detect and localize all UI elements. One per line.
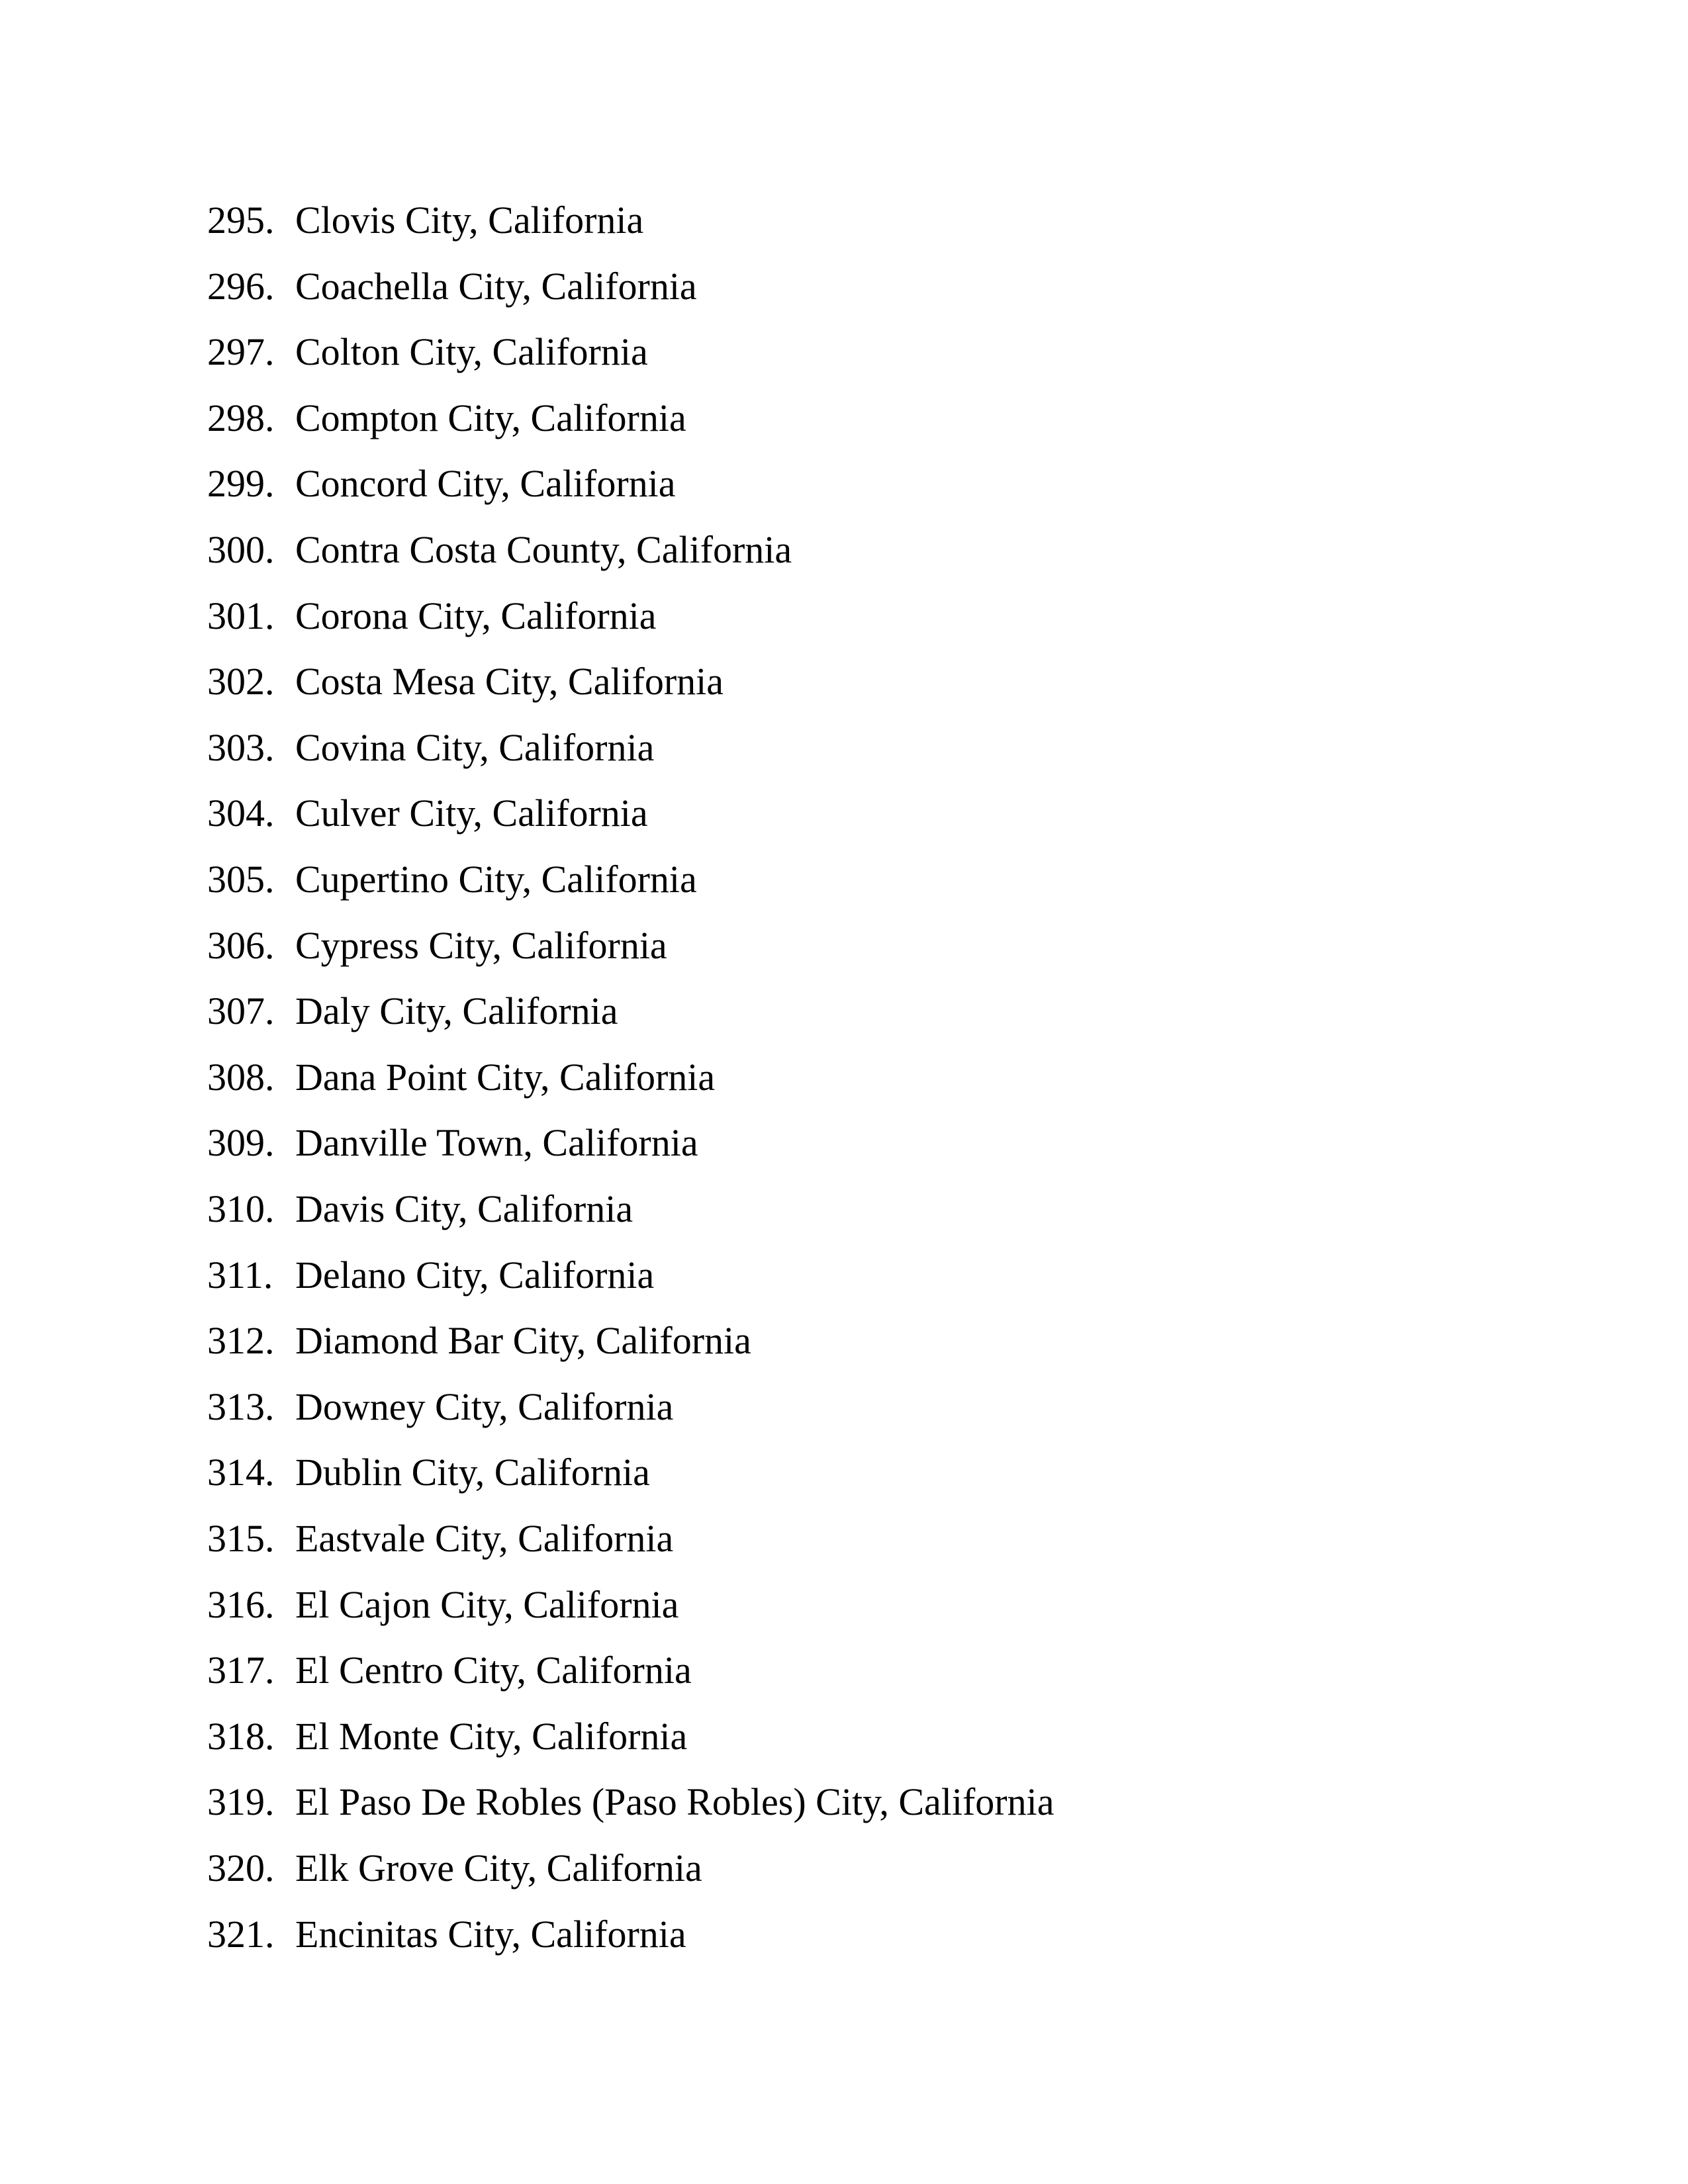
item-text: Encinitas City, California xyxy=(295,1913,686,1956)
list-item xyxy=(0,985,1456,1038)
item-number: 302. xyxy=(207,660,275,703)
list-item xyxy=(0,1249,1456,1302)
item-text: Danville Town, California xyxy=(295,1121,698,1164)
item-number: 306. xyxy=(207,924,275,967)
item-number: 314. xyxy=(207,1451,275,1494)
item-number: 309. xyxy=(207,1121,275,1164)
list-item xyxy=(0,787,1456,840)
item-number: 301. xyxy=(207,594,275,637)
item-number: 298. xyxy=(207,396,275,439)
item-text: Eastvale City, California xyxy=(295,1517,674,1560)
item-text: Covina City, California xyxy=(295,726,655,769)
item-text: Coachella City, California xyxy=(295,265,697,308)
item-number: 304. xyxy=(207,792,275,835)
item-number: 310. xyxy=(207,1187,275,1230)
item-text: Dublin City, California xyxy=(295,1451,650,1494)
item-number: 316. xyxy=(207,1583,275,1626)
item-text: Concord City, California xyxy=(295,462,676,505)
item-number: 299. xyxy=(207,462,275,505)
list-item xyxy=(0,1183,1456,1236)
list-item xyxy=(0,1776,1456,1829)
list-item xyxy=(0,1710,1456,1763)
item-text: Davis City, California xyxy=(295,1187,633,1230)
list-item xyxy=(0,655,1456,708)
item-text: Diamond Bar City, California xyxy=(295,1319,751,1362)
item-number: 295. xyxy=(207,199,275,242)
item-text: Elk Grove City, California xyxy=(295,1846,702,1889)
list-item xyxy=(0,1381,1456,1433)
list-item xyxy=(0,1908,1456,1961)
item-text: Culver City, California xyxy=(295,792,648,835)
item-text: Contra Costa County, California xyxy=(295,528,792,571)
list-item xyxy=(0,1578,1456,1631)
list-item xyxy=(0,1842,1456,1895)
item-number: 308. xyxy=(207,1056,275,1099)
list-item xyxy=(0,1446,1456,1499)
item-text: Colton City, California xyxy=(295,330,648,373)
item-number: 313. xyxy=(207,1385,275,1428)
item-text: Cypress City, California xyxy=(295,924,667,967)
list-item xyxy=(0,457,1456,510)
list-item xyxy=(0,1644,1456,1697)
item-text: El Cajon City, California xyxy=(295,1583,679,1626)
list-item xyxy=(0,326,1456,379)
item-number: 321. xyxy=(207,1913,275,1956)
item-text: Delano City, California xyxy=(295,1253,655,1297)
item-text: El Monte City, California xyxy=(295,1715,688,1758)
list-item xyxy=(0,853,1456,906)
item-text: Corona City, California xyxy=(295,594,657,637)
list-item xyxy=(0,194,1456,247)
list-item xyxy=(0,1314,1456,1367)
item-number: 297. xyxy=(207,330,275,373)
list-item xyxy=(0,919,1456,972)
list-item xyxy=(0,590,1456,643)
item-number: 317. xyxy=(207,1649,275,1692)
item-number: 311. xyxy=(207,1253,273,1297)
list-item xyxy=(0,1116,1456,1169)
item-number: 307. xyxy=(207,989,275,1032)
list-item xyxy=(0,1512,1456,1565)
item-text: Clovis City, California xyxy=(295,199,644,242)
item-number: 303. xyxy=(207,726,275,769)
list-item xyxy=(0,260,1456,313)
list-item xyxy=(0,721,1456,774)
item-text: El Centro City, California xyxy=(295,1649,692,1692)
item-text: El Paso De Robles (Paso Robles) City, California xyxy=(295,1780,1055,1823)
item-number: 300. xyxy=(207,528,275,571)
list-item xyxy=(0,392,1456,445)
item-text: Costa Mesa City, California xyxy=(295,660,724,703)
list-item xyxy=(0,523,1456,576)
item-text: Cupertino City, California xyxy=(295,858,697,901)
item-number: 305. xyxy=(207,858,275,901)
item-number: 312. xyxy=(207,1319,275,1362)
item-number: 296. xyxy=(207,265,275,308)
item-number: 318. xyxy=(207,1715,275,1758)
item-number: 319. xyxy=(207,1780,275,1823)
item-text: Compton City, California xyxy=(295,396,686,439)
item-number: 315. xyxy=(207,1517,275,1560)
item-text: Dana Point City, California xyxy=(295,1056,716,1099)
item-text: Daly City, California xyxy=(295,989,618,1032)
list-item xyxy=(0,1051,1456,1104)
item-text: Downey City, California xyxy=(295,1385,674,1428)
item-number: 320. xyxy=(207,1846,275,1889)
